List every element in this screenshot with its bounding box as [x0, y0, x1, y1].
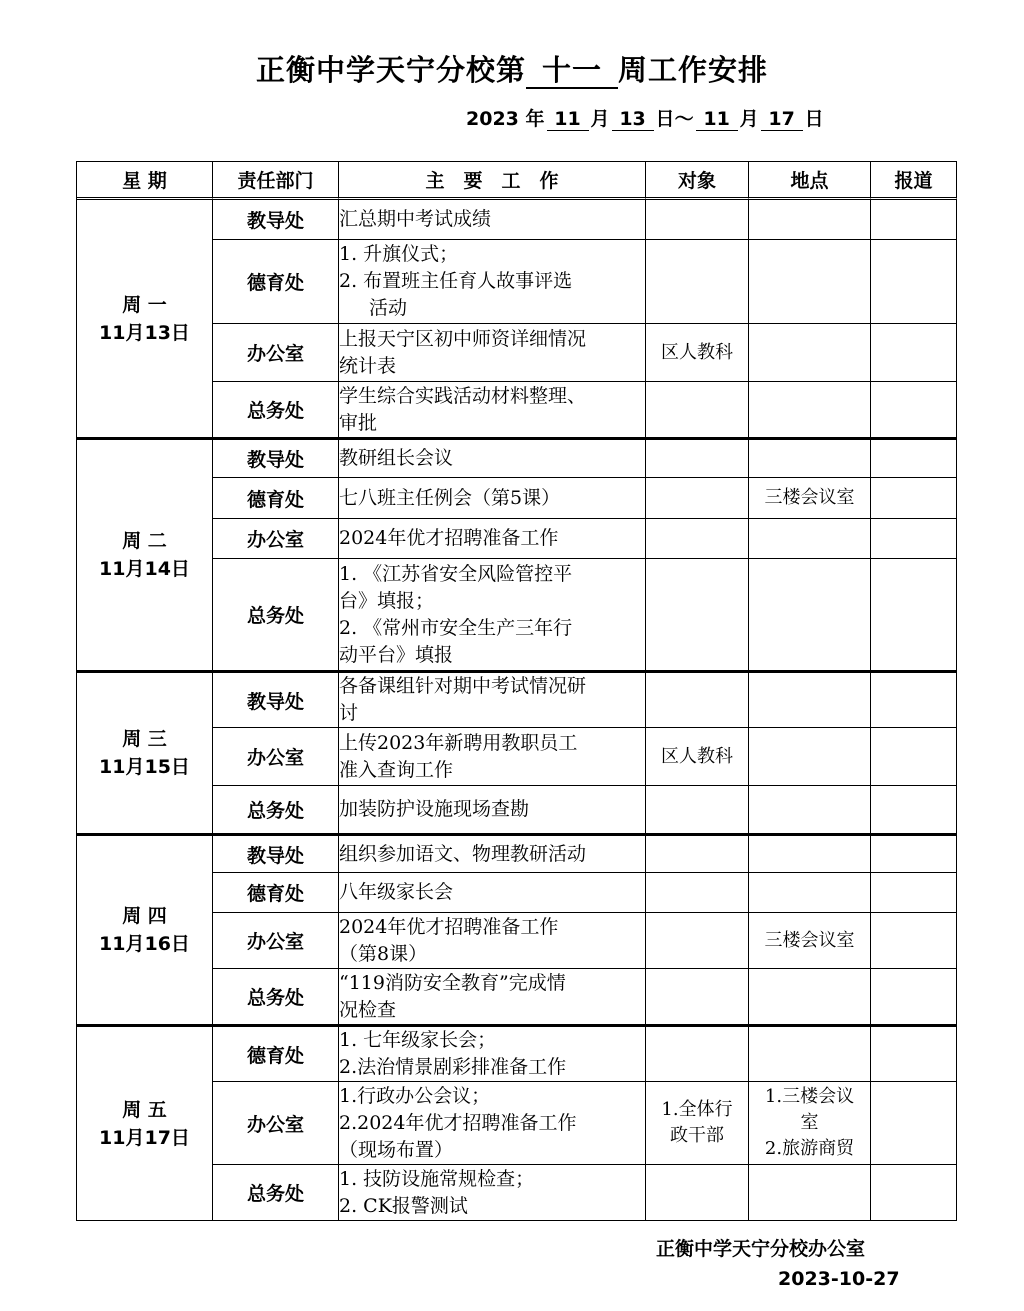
- target-cell: [646, 1082, 749, 1165]
- work-cell: [339, 913, 646, 969]
- end-day: 17: [761, 108, 803, 131]
- dept-cell: 总务处: [213, 969, 339, 1025]
- target-cell: [646, 382, 749, 438]
- day-date: 11月14日: [99, 558, 190, 580]
- day-date: 11月16日: [99, 933, 190, 955]
- day-label: 周 五: [122, 1098, 167, 1121]
- dept-cell: 办公室: [213, 1082, 339, 1165]
- target-cell: [646, 969, 749, 1025]
- location-cell: [749, 200, 871, 240]
- work-line: 1.行政办公会议；: [339, 1084, 491, 1107]
- target-line: 政干部: [670, 1125, 724, 1146]
- work-line: 教研组长会议: [339, 447, 454, 469]
- schedule-row: [77, 200, 957, 240]
- target-cell: [646, 834, 749, 873]
- report-cell: [871, 1025, 957, 1082]
- work-line: 审批: [339, 411, 378, 434]
- report-cell: [871, 240, 957, 324]
- dept-cell: 德育处: [213, 873, 339, 913]
- report-cell: [871, 671, 957, 728]
- work-line: 汇总期中考试成绩: [339, 208, 492, 230]
- report-cell: [871, 969, 957, 1025]
- target-cell: [646, 913, 749, 969]
- location-cell: [749, 786, 871, 834]
- target-cell: [646, 438, 749, 478]
- location-cell: [749, 834, 871, 873]
- target-line: 区人教科: [661, 745, 733, 767]
- location-cell: [749, 1025, 871, 1082]
- header-location: 地点: [749, 162, 871, 200]
- location-line: 2.旅游商贸: [764, 1138, 855, 1159]
- year-unit: 年: [525, 108, 545, 130]
- year: 2023: [466, 108, 519, 130]
- day-unit-1: 日: [655, 108, 675, 130]
- end-month: 11: [696, 108, 738, 131]
- report-cell: [871, 728, 957, 786]
- location-cell: [749, 478, 871, 519]
- start-day: 13: [612, 108, 654, 131]
- dept-cell: 教导处: [213, 438, 339, 478]
- location-cell: [749, 519, 871, 559]
- work-cell: [339, 873, 646, 913]
- target-cell: [646, 671, 749, 728]
- week-number: 十一: [526, 53, 618, 89]
- work-line: （现场布置）: [339, 1138, 454, 1161]
- dept-cell: 教导处: [213, 200, 339, 240]
- location-cell: [749, 1082, 871, 1165]
- dept-cell: 总务处: [213, 559, 339, 671]
- work-line: 2. 布置班主任育人故事评选: [339, 270, 573, 292]
- footer-org: 正衡中学天宁分校办公室: [656, 1238, 866, 1260]
- work-cell: [339, 834, 646, 873]
- day-label: 周 二: [122, 530, 167, 552]
- location-cell: [749, 671, 871, 728]
- report-cell: [871, 559, 957, 671]
- header-row: [77, 162, 957, 200]
- work-line: 讨: [339, 702, 359, 724]
- header-target: 对象: [646, 162, 749, 200]
- date-range: [466, 104, 824, 131]
- schedule-row: [77, 438, 957, 478]
- target-cell: [646, 873, 749, 913]
- work-line: 1. 升旗仪式；: [339, 243, 459, 265]
- work-line: 2.法治情景剧彩排准备工作: [339, 1056, 567, 1078]
- work-cell: [339, 200, 646, 240]
- start-month: 11: [547, 108, 589, 131]
- range-separator: ～: [674, 108, 694, 130]
- header-dept: 责任部门: [213, 162, 339, 200]
- report-cell: [871, 382, 957, 438]
- schedule-row: [77, 1025, 957, 1082]
- work-line: 1. 技防设施常规检查；: [339, 1167, 535, 1190]
- work-line: 2024年优才招聘准备工作: [339, 915, 559, 938]
- dept-cell: 德育处: [213, 240, 339, 324]
- day-date: 11月13日: [99, 321, 190, 344]
- work-cell: [339, 478, 646, 519]
- location-cell: [749, 240, 871, 324]
- dept-cell: 办公室: [213, 913, 339, 969]
- work-line: 七八班主任例会（第5课）: [339, 486, 561, 509]
- work-cell: [339, 324, 646, 382]
- dept-cell: 总务处: [213, 382, 339, 438]
- report-cell: [871, 1165, 957, 1221]
- target-cell: [646, 200, 749, 240]
- title-prefix: 正衡中学天宁分校第: [255, 53, 526, 87]
- target-cell: [646, 240, 749, 324]
- work-cell: [339, 1082, 646, 1165]
- target-cell: [646, 1025, 749, 1082]
- work-line: 台》填报；: [339, 589, 435, 612]
- work-line: （第8课）: [339, 942, 428, 965]
- location-cell: [749, 913, 871, 969]
- footer-date: 2023-10-27: [778, 1268, 900, 1290]
- work-line: 加装防护设施现场查勘: [339, 798, 530, 820]
- work-cell: [339, 382, 646, 438]
- day-cell: [77, 438, 213, 671]
- header-report: 报道: [871, 162, 957, 200]
- work-line: 统计表: [339, 354, 397, 377]
- day-cell: [77, 200, 213, 438]
- work-line: 2. CK报警测试: [339, 1194, 468, 1217]
- work-line: 2. 《常州市安全生产三年行: [339, 616, 573, 639]
- work-line: 八年级家长会: [339, 881, 454, 903]
- report-cell: [871, 1082, 957, 1165]
- dept-cell: 德育处: [213, 1025, 339, 1082]
- target-cell: [646, 324, 749, 382]
- dept-cell: 教导处: [213, 671, 339, 728]
- work-cell: [339, 1025, 646, 1082]
- work-cell: [339, 559, 646, 671]
- report-cell: [871, 519, 957, 559]
- dept-cell: 总务处: [213, 786, 339, 834]
- day-label: 周 三: [122, 728, 167, 750]
- location-line: 三楼会议室: [764, 929, 855, 951]
- dept-cell: 办公室: [213, 324, 339, 382]
- work-line: 况检查: [339, 998, 397, 1021]
- day-cell: [77, 1025, 213, 1221]
- work-cell: [339, 969, 646, 1025]
- day-cell: [77, 671, 213, 834]
- report-cell: [871, 834, 957, 873]
- location-cell: [749, 438, 871, 478]
- work-line: 上传2023年新聘用教职员工: [339, 731, 578, 754]
- work-line: 1. 《江苏省安全风险管控平: [339, 562, 573, 585]
- schedule-row: [77, 834, 957, 873]
- work-cell: [339, 1165, 646, 1221]
- dept-cell: 德育处: [213, 478, 339, 519]
- dept-cell: 教导处: [213, 834, 339, 873]
- target-line: 1.全体行: [661, 1099, 733, 1120]
- day-unit-2: 日: [804, 108, 824, 130]
- report-cell: [871, 873, 957, 913]
- location-cell: [749, 873, 871, 913]
- report-cell: [871, 324, 957, 382]
- target-cell: [646, 786, 749, 834]
- work-line: 动平台》填报: [339, 643, 454, 666]
- report-cell: [871, 913, 957, 969]
- report-cell: [871, 786, 957, 834]
- work-cell: [339, 671, 646, 728]
- work-line: 学生综合实践活动材料整理、: [339, 384, 587, 407]
- header-work: 主 要 工 作: [339, 162, 646, 200]
- location-cell: [749, 728, 871, 786]
- day-date: 11月17日: [99, 1126, 190, 1149]
- report-cell: [871, 438, 957, 478]
- work-line: “119消防安全教育”完成情: [339, 971, 566, 994]
- location-line: 三楼会议室: [764, 487, 855, 508]
- work-cell: [339, 728, 646, 786]
- location-cell: [749, 324, 871, 382]
- location-line: 室: [800, 1112, 819, 1133]
- day-label: 周 四: [122, 905, 167, 927]
- location-line: 1.三楼会议: [764, 1086, 855, 1107]
- work-line: 2024年优才招聘准备工作: [339, 527, 559, 549]
- location-cell: [749, 1165, 871, 1221]
- dept-cell: 办公室: [213, 728, 339, 786]
- work-cell: [339, 438, 646, 478]
- work-line: 2.2024年优才招聘准备工作: [339, 1111, 577, 1134]
- day-date: 11月15日: [99, 756, 190, 778]
- month-unit-2: 月: [739, 108, 759, 130]
- target-cell: [646, 1165, 749, 1221]
- report-cell: [871, 200, 957, 240]
- work-line: 组织参加语文、物理教研活动: [339, 842, 587, 865]
- location-cell: [749, 559, 871, 671]
- work-line: 活动: [369, 297, 408, 319]
- schedule-row: [77, 671, 957, 728]
- page-title: [0, 48, 1024, 89]
- dept-cell: 总务处: [213, 1165, 339, 1221]
- target-cell: [646, 728, 749, 786]
- target-line: 区人教科: [661, 341, 733, 363]
- work-cell: [339, 786, 646, 834]
- target-cell: [646, 519, 749, 559]
- header-weekday: 星 期: [77, 162, 213, 200]
- location-cell: [749, 969, 871, 1025]
- target-cell: [646, 559, 749, 671]
- dept-cell: 办公室: [213, 519, 339, 559]
- target-cell: [646, 478, 749, 519]
- month-unit-1: 月: [590, 108, 610, 130]
- schedule-table: [76, 161, 957, 1221]
- title-suffix: 周工作安排: [618, 53, 769, 87]
- work-cell: [339, 240, 646, 324]
- day-cell: [77, 834, 213, 1025]
- report-cell: [871, 478, 957, 519]
- work-line: 1. 七年级家长会；: [339, 1029, 497, 1051]
- work-cell: [339, 519, 646, 559]
- work-line: 准入查询工作: [339, 758, 454, 781]
- location-cell: [749, 382, 871, 438]
- day-label: 周 一: [122, 293, 167, 316]
- work-line: 各备课组针对期中考试情况研: [339, 675, 587, 697]
- work-line: 上报天宁区初中师资详细情况: [339, 327, 587, 350]
